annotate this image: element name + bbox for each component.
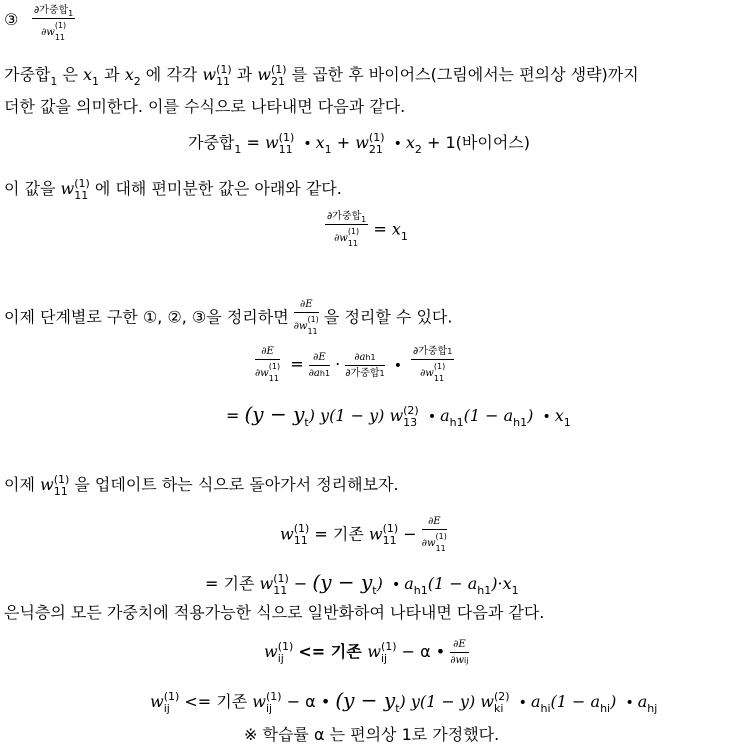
paragraph-1-line-2: 더한 값을 의미한다. 이를 수식으로 나타내면 다음과 같다. (4, 97, 406, 116)
top-fraction: ∂가중합$_1$ ∂w (1) 11 (34, 5, 74, 42)
equation-update-expanded: = 기존 w (1) 11 − $(y - y_t)$ • $a_{h1}(1 - a_{h1})\cdot x_1$ (205, 570, 519, 597)
paragraph-2: 이 값을 w (1) 11 에 대해 편미분한 값은 아래와 같다. (4, 176, 342, 202)
paragraph-5: 은닉층의 모든 가중치에 적용가능한 식으로 일반화하여 나타내면 다음과 같다. (4, 603, 545, 622)
paragraph-1-line-1: 가중합$_1$ 은 $x_1$ 과 $x_2$ 에 각각 w (1) 11 과 w (1) 21 를 곱한 후 바이어스(그림에서는 편의상 생략)까지 (4, 62, 639, 88)
equation-general-expanded: w (1) ij <= 기존 w (1) ij − α • $(y - y_t)$ y(1 − y) w (2) ki • $a_{hi}(1 - a_{hi})$ • $a_{hj}$ (150, 688, 658, 715)
equation-weighted-sum: 가중합$_1$ = w (1) 11 • $x_1 + w$ (1) 21 • $x_2 + 1$(바이어스) (188, 130, 530, 156)
circled-3: ③ (4, 10, 19, 29)
paragraph-3: 이제 단계별로 구한 ①, ②, ③을 정리하면 ∂E ∂w (1) 11 을 정리할 수 있다. (4, 299, 453, 336)
equation-chain-result: = $(y - y_t)$ y(1 − y) w (2) 13 • $a_{h1}(1 - a_{h1})$ • $x_1$ (226, 402, 571, 429)
equation-partial-derivative: ∂가중합$_1$ ∂w (1) 11 = $x_1$ (327, 211, 408, 248)
section-marker-3 (4, 10, 18, 29)
learning-rate-note: ※ 학습률 α 는 편의상 1로 가정했다. (244, 725, 500, 744)
equation-general-update: w (1) ij <= 기존 w (1) ij − α • $\frac{\partial E}{\text{∂wij}}$ (264, 639, 469, 666)
equation-chain-rule: ∂E ∂w (1) 11 = $\frac{\partial E}{\partial ah1}$ · $\frac{\partial ah1}{\text{∂가중합1}}$ • ∂가중합1 ∂w (1) 11 (255, 346, 453, 383)
paragraph-4: 이제 w (1) 11 을 업데이트 하는 식으로 돌아가서 정리해보자. (4, 472, 399, 498)
equation-update-rule: w (1) 11 = 기존 w (1) 11 − ∂E ∂w (1) 11 (280, 516, 447, 553)
